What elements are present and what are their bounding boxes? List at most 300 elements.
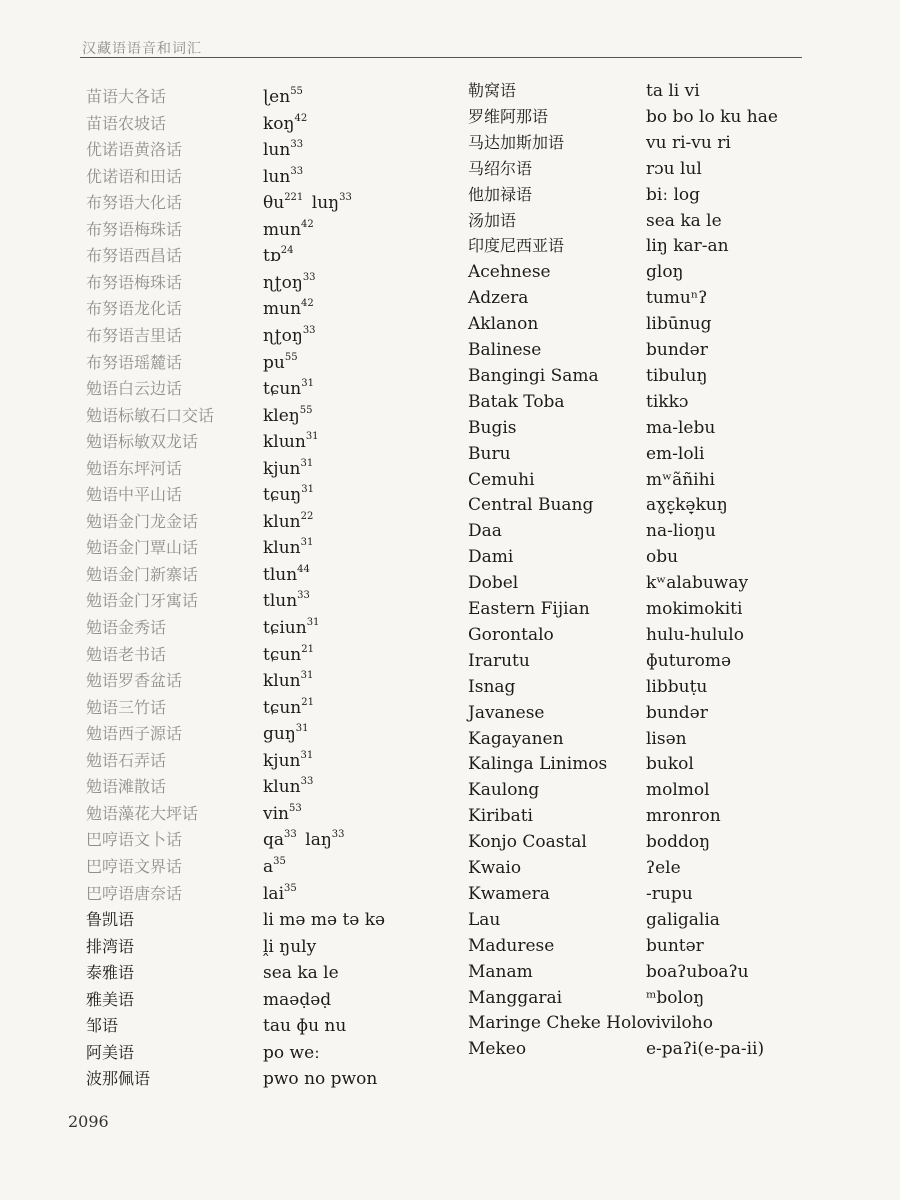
- tone-superscript: [284, 829, 297, 840]
- tone-superscript: [290, 139, 303, 150]
- table-row-language: [468, 415, 517, 441]
- table-row-language: [86, 137, 182, 163]
- table-row-language: [468, 933, 554, 959]
- table-row-language: [468, 259, 551, 285]
- table-row-form: [263, 164, 303, 190]
- tone-mark: 33: [297, 590, 310, 602]
- table-row-form: [646, 130, 731, 156]
- language-name: 勉语西子源话: [86, 724, 183, 744]
- table-row-language: [86, 774, 166, 800]
- table-row-form: [263, 243, 293, 269]
- table-row-language: [86, 801, 198, 827]
- table-row-language: [468, 233, 564, 259]
- table-row-form: [646, 751, 694, 777]
- language-name: Irarutu: [468, 650, 530, 671]
- table-row-form: [263, 323, 316, 349]
- language-name: 马绍尔语: [468, 158, 533, 178]
- language-name: Lau: [468, 909, 501, 930]
- table-row-form: [263, 721, 309, 747]
- table-row-language: [468, 285, 528, 311]
- table-row-language: [468, 726, 564, 752]
- tone-mark: 31: [305, 431, 319, 443]
- table-row-form: [263, 695, 314, 721]
- language-name: Buru: [468, 443, 511, 464]
- table-row-language: [86, 1013, 118, 1039]
- table-row-language: [86, 164, 182, 190]
- language-name: Dobel: [468, 573, 519, 594]
- phonetic-form: ma-lebu: [646, 417, 716, 438]
- language-name: Kwamera: [468, 883, 550, 904]
- language-name: Cemuhi: [468, 469, 535, 490]
- phonetic-form: -rupu: [646, 883, 693, 904]
- phonetic-form: mun: [263, 219, 302, 240]
- table-row-language: [468, 777, 539, 803]
- tone-superscript: [301, 776, 314, 787]
- language-name: Manggarai: [468, 987, 563, 1008]
- tone-mark-second: 33: [339, 192, 352, 204]
- language-name: 勉语金门龙金话: [86, 511, 199, 531]
- language-name: 勒窝语: [468, 81, 517, 100]
- language-name: 波那佩语: [86, 1069, 151, 1089]
- language-name: 印度尼西亚语: [468, 236, 565, 256]
- table-row-form: [263, 350, 298, 376]
- phonetic-form: libūnug: [646, 314, 712, 335]
- language-name: Batak Toba: [468, 391, 565, 412]
- language-name: 勉语金门牙寓话: [86, 591, 199, 611]
- table-row-language: [86, 588, 198, 614]
- phonetic-form: ɭen: [263, 87, 291, 107]
- language-name: 布努语梅珠话: [86, 272, 183, 292]
- language-name: 勉语石弄话: [86, 750, 167, 770]
- table-row-language: [86, 270, 182, 296]
- table-row-form: [646, 985, 704, 1011]
- table-row-form: [646, 182, 700, 208]
- phonetic-form: tɕun: [263, 644, 302, 665]
- tone-mark: 53: [289, 802, 302, 814]
- table-row-language: [86, 827, 182, 853]
- language-name: Manam: [468, 961, 533, 982]
- phonetic-form: tɕun: [263, 697, 302, 718]
- table-row-form: [263, 190, 352, 216]
- phonetic-form: ɳʈoŋ: [263, 272, 303, 293]
- phonetic-form: klun: [263, 538, 301, 559]
- table-row-form: [646, 337, 708, 363]
- table-row-language: [468, 311, 538, 337]
- table-row-form: [646, 622, 744, 648]
- tone-superscript: [307, 617, 320, 628]
- table-row-form: [263, 509, 313, 535]
- table-row-form: [263, 1013, 346, 1039]
- table-row-form: [263, 84, 303, 110]
- table-row-language: [468, 492, 593, 518]
- phonetic-form: ta li vi: [646, 81, 700, 101]
- table-row-language: [468, 648, 530, 674]
- table-row-form: [646, 363, 707, 389]
- table-row-form: [646, 311, 712, 337]
- table-row-form: [263, 960, 339, 986]
- tone-superscript: [303, 325, 316, 336]
- table-row-form: [646, 648, 731, 674]
- tone-superscript: [301, 511, 314, 522]
- tone-mark: 31: [300, 670, 314, 682]
- table-row-language: [468, 1010, 647, 1036]
- table-row-language: [468, 855, 521, 881]
- phonetic-form: sea ka le: [646, 210, 722, 231]
- language-name: 邹语: [86, 1016, 119, 1036]
- table-row-form: [263, 881, 297, 907]
- table-row-language: [86, 907, 134, 933]
- table-row-form: [646, 855, 681, 881]
- tone-mark: 42: [301, 298, 314, 310]
- tone-superscript: [301, 670, 314, 681]
- tone-superscript: [296, 723, 309, 734]
- phonetic-form: na-lioŋu: [646, 521, 716, 542]
- phonetic-form: tlun: [263, 591, 298, 612]
- language-name: 勉语标敏石口交话: [86, 405, 215, 425]
- phonetic-form: mun: [263, 299, 302, 320]
- tone-mark: 42: [301, 218, 314, 230]
- phonetic-form: ᵐboloŋ: [646, 987, 705, 1008]
- phonetic-form: tumuⁿʔ: [646, 288, 708, 309]
- tone-mark: 31: [306, 617, 320, 628]
- table-row-language: [468, 130, 564, 156]
- phonetic-form: klun: [263, 777, 301, 798]
- language-name: Mekeo: [468, 1039, 527, 1060]
- tone-superscript: [301, 644, 314, 655]
- language-name: 勉语白云边话: [86, 379, 183, 399]
- tone-mark-second: 33: [331, 829, 345, 841]
- tone-mark: 21: [301, 643, 314, 655]
- table-row-language: [86, 615, 166, 641]
- phonetic-form: vin: [263, 803, 289, 824]
- language-name: 布努语西昌话: [86, 246, 183, 266]
- tone-mark: 31: [300, 749, 314, 761]
- table-row-language: [86, 190, 182, 216]
- tone-mark: 24: [280, 245, 294, 257]
- table-row-language: [86, 376, 182, 402]
- language-name: 苗语大各话: [86, 87, 167, 106]
- language-name: Adzera: [468, 288, 529, 309]
- table-row-form: [263, 376, 314, 402]
- phonetic-form: ḽi ŋuly: [263, 936, 317, 957]
- table-row-form: [646, 933, 704, 959]
- table-row-language: [86, 1040, 134, 1066]
- phonetic-form: boaʔuboaʔu: [646, 961, 749, 982]
- table-row-form: [646, 726, 687, 752]
- language-name: Isnag: [468, 676, 516, 697]
- table-row-language: [468, 596, 590, 622]
- table-row-form: [646, 208, 722, 234]
- tone-superscript: [284, 883, 297, 894]
- language-name: 勉语金门新寨话: [86, 564, 199, 584]
- language-name: Balinese: [468, 340, 542, 360]
- language-name: 罗维阿那语: [468, 106, 549, 126]
- table-row-language: [86, 854, 182, 880]
- language-name: 他加禄语: [468, 184, 533, 204]
- language-name: 勉语中平山话: [86, 485, 183, 505]
- table-row-language: [86, 323, 182, 349]
- table-row-form: [263, 588, 310, 614]
- table-row-language: [86, 934, 134, 960]
- tone-superscript: [339, 192, 352, 203]
- language-name: Maringe Cheke Holo: [468, 1013, 647, 1034]
- table-row-language: [86, 881, 182, 907]
- table-row-language: [86, 960, 134, 986]
- table-row-language: [468, 881, 550, 907]
- table-row-language: [468, 907, 500, 933]
- phonetic-form: ɳʈoŋ: [263, 325, 303, 346]
- language-name: 布努语梅珠话: [86, 219, 183, 239]
- table-row-form: [646, 829, 710, 855]
- table-row-language: [86, 350, 182, 376]
- tone-mark: 33: [302, 271, 316, 283]
- phonetic-form: mronron: [646, 806, 721, 827]
- table-row-form: [263, 827, 345, 853]
- language-name: 苗语农坡话: [86, 113, 167, 133]
- table-row-form: [646, 570, 748, 596]
- table-row-form: [646, 518, 716, 544]
- table-row-language: [86, 987, 134, 1013]
- tone-mark: 33: [300, 776, 314, 788]
- tone-superscript: [300, 405, 313, 416]
- phonetic-form: pu: [263, 352, 285, 373]
- phonetic-form: em-loli: [646, 443, 705, 464]
- language-name: 巴哼语文界话: [86, 856, 183, 876]
- language-name: 勉语东坪河话: [86, 458, 183, 478]
- language-name: Dami: [468, 547, 514, 568]
- table-row-form: [646, 959, 749, 985]
- phonetic-form: e-paʔi(e-pa-ii): [646, 1039, 765, 1060]
- table-row-form: [263, 137, 303, 163]
- table-row-form: [263, 934, 316, 960]
- table-row-form: [646, 803, 721, 829]
- table-row-form: [646, 259, 684, 285]
- phonetic-form: hulu-hululo: [646, 624, 744, 645]
- phonetic-form: vu ri-vu ri: [646, 132, 731, 153]
- tone-mark: 221: [284, 192, 304, 204]
- table-row-form: [263, 429, 319, 455]
- phonetic-form: lai: [263, 883, 285, 904]
- table-row-form: [263, 456, 313, 482]
- phonetic-form: klun: [263, 511, 301, 532]
- table-row-language: [468, 959, 533, 985]
- phonetic-form-second: laŋ: [305, 830, 332, 851]
- tone-mark: 31: [300, 457, 314, 469]
- phonetic-form: bukol: [646, 754, 694, 775]
- tone-superscript: [290, 86, 303, 97]
- page-number: 2096: [68, 1112, 109, 1131]
- tone-mark: 22: [300, 510, 314, 522]
- table-row-language: [468, 182, 532, 208]
- table-row-language: [468, 104, 548, 130]
- language-name: Javanese: [468, 702, 545, 723]
- language-name: 优诺语和田话: [86, 166, 183, 186]
- tone-superscript: [332, 829, 345, 840]
- tone-mark: 21: [301, 696, 314, 708]
- tone-superscript: [297, 590, 310, 601]
- phonetic-form: lun: [263, 140, 291, 161]
- tone-mark: 35: [284, 882, 297, 894]
- language-name: 布努语吉里话: [86, 325, 183, 345]
- table-row-form: [263, 854, 286, 880]
- language-name: 布努语瑶麓话: [86, 352, 183, 372]
- language-name: 布努语龙化话: [86, 299, 183, 319]
- table-row-form: [646, 544, 678, 570]
- table-row-language: [86, 217, 182, 243]
- table-row-form: [646, 596, 742, 622]
- table-row-language: [468, 156, 532, 182]
- table-row-form: [646, 233, 729, 259]
- tone-superscript: [301, 298, 314, 309]
- tone-mark: 31: [301, 484, 314, 496]
- tone-mark: 33: [302, 324, 316, 336]
- language-name: Daa: [468, 521, 502, 542]
- tone-mark: 55: [299, 404, 313, 416]
- tone-superscript: [285, 352, 298, 363]
- table-row-language: [468, 518, 502, 544]
- table-row-form: [263, 562, 310, 588]
- language-name: 勉语老书话: [86, 644, 167, 664]
- table-row-form: [263, 296, 314, 322]
- phonetic-form: rɔu lul: [646, 158, 702, 179]
- table-row-language: [86, 748, 166, 774]
- phonetic-form: pwo no pwon: [263, 1069, 378, 1090]
- table-row-language: [86, 695, 166, 721]
- language-name: Acehnese: [468, 262, 551, 283]
- phonetic-form: kleŋ: [263, 405, 300, 426]
- phonetic-form: bundər: [646, 340, 708, 360]
- phonetic-form: buntər: [646, 935, 704, 956]
- phonetic-form: kjun: [263, 458, 301, 479]
- language-name: Central Buang: [468, 495, 594, 516]
- phonetic-form: boddoŋ: [646, 832, 711, 853]
- tone-mark: 33: [290, 139, 304, 151]
- language-name: Kaulong: [468, 780, 540, 801]
- table-row-language: [86, 721, 182, 747]
- table-row-language: [86, 509, 198, 535]
- table-row-form: [263, 403, 312, 429]
- table-row-language: [468, 544, 513, 570]
- table-row-language: [86, 642, 166, 668]
- phonetic-form: libbuṭu: [646, 676, 708, 697]
- phonetic-form: guŋ: [263, 724, 296, 745]
- table-row-language: [468, 985, 562, 1011]
- phonetic-form: tɕun: [263, 379, 302, 400]
- phonetic-form: tɕiun: [263, 618, 307, 638]
- table-row-form: [263, 217, 314, 243]
- table-row-language: [468, 1036, 526, 1062]
- language-name: Eastern Fijian: [468, 599, 590, 619]
- phonetic-form: viviloho: [646, 1013, 713, 1034]
- table-row-form: [646, 467, 715, 493]
- phonetic-form: klɯn: [263, 432, 306, 453]
- tone-mark: 33: [290, 165, 304, 177]
- language-name: 勉语藻花大坪话: [86, 803, 199, 823]
- language-name: 勉语金秀话: [86, 618, 167, 637]
- phonetic-form: klun: [263, 671, 301, 692]
- language-name: Kwaio: [468, 858, 522, 878]
- table-row-language: [468, 570, 518, 596]
- tone-mark: 55: [290, 86, 303, 97]
- table-row-form: [646, 1036, 764, 1062]
- phonetic-form: tikkɔ: [646, 391, 689, 412]
- table-row-language: [86, 562, 198, 588]
- phonetic-form: sea ka le: [263, 963, 339, 984]
- table-row-form: [646, 285, 707, 311]
- table-row-language: [468, 389, 565, 415]
- tone-superscript: [290, 166, 303, 177]
- phonetic-form: ɸuturomə: [646, 650, 732, 671]
- tone-mark: 44: [297, 563, 310, 575]
- table-row-form: [263, 1040, 320, 1066]
- language-name: Bangingi Sama: [468, 365, 599, 386]
- table-row-form: [646, 78, 700, 104]
- phonetic-form: tɒ: [263, 246, 281, 267]
- header-rule: [80, 57, 802, 58]
- tone-superscript: [281, 245, 294, 256]
- table-row-language: [86, 456, 182, 482]
- table-row-language: [468, 467, 535, 493]
- tone-superscript: [303, 272, 316, 283]
- tone-mark: 31: [295, 723, 309, 735]
- phonetic-form: molmol: [646, 780, 710, 801]
- table-row-form: [646, 104, 778, 130]
- tone-superscript: [301, 697, 314, 708]
- table-row-language: [468, 700, 544, 726]
- language-name: Kalinga Linimos: [468, 754, 608, 775]
- phonetic-form: li mə mə tə kə: [263, 910, 386, 931]
- tone-mark: 35: [273, 855, 286, 867]
- phonetic-form: po weː: [263, 1042, 320, 1063]
- tone-superscript: [295, 113, 308, 124]
- language-name: Kiribati: [468, 806, 533, 827]
- table-row-language: [86, 403, 214, 429]
- table-row-language: [86, 296, 182, 322]
- phonetic-form: biː log: [646, 184, 701, 205]
- language-name: 优诺语黄洛话: [86, 140, 183, 160]
- table-row-form: [646, 156, 702, 182]
- table-row-form: [263, 801, 302, 827]
- table-row-form: [646, 907, 720, 933]
- table-row-form: [646, 700, 708, 726]
- phonetic-form: a: [263, 856, 274, 877]
- phonetic-form: tɕuŋ: [263, 485, 302, 506]
- language-name: 巴哼语唐奈话: [86, 883, 183, 903]
- table-row-language: [468, 78, 516, 104]
- tone-mark: 31: [300, 537, 314, 549]
- tone-superscript: [297, 564, 310, 575]
- tone-superscript: [273, 856, 286, 867]
- table-row-form: [263, 535, 313, 561]
- table-row-form: [646, 1010, 713, 1036]
- language-name: Madurese: [468, 935, 555, 956]
- phonetic-form: liŋ kar-an: [646, 236, 729, 257]
- language-name: 勉语三竹话: [86, 697, 167, 717]
- table-row-language: [86, 668, 182, 694]
- phonetic-form: bundər: [646, 702, 708, 723]
- tone-superscript: [301, 378, 314, 389]
- table-row-language: [468, 441, 511, 467]
- table-row-language: [86, 535, 198, 561]
- phonetic-form: lun: [263, 166, 291, 187]
- table-row-language: [468, 337, 541, 363]
- language-name: Kagayanen: [468, 728, 564, 749]
- tone-superscript: [301, 484, 314, 495]
- tone-superscript: [300, 750, 313, 761]
- phonetic-form: tlun: [263, 564, 298, 585]
- language-name: 勉语滩散话: [86, 777, 167, 797]
- tone-mark: 33: [284, 829, 297, 841]
